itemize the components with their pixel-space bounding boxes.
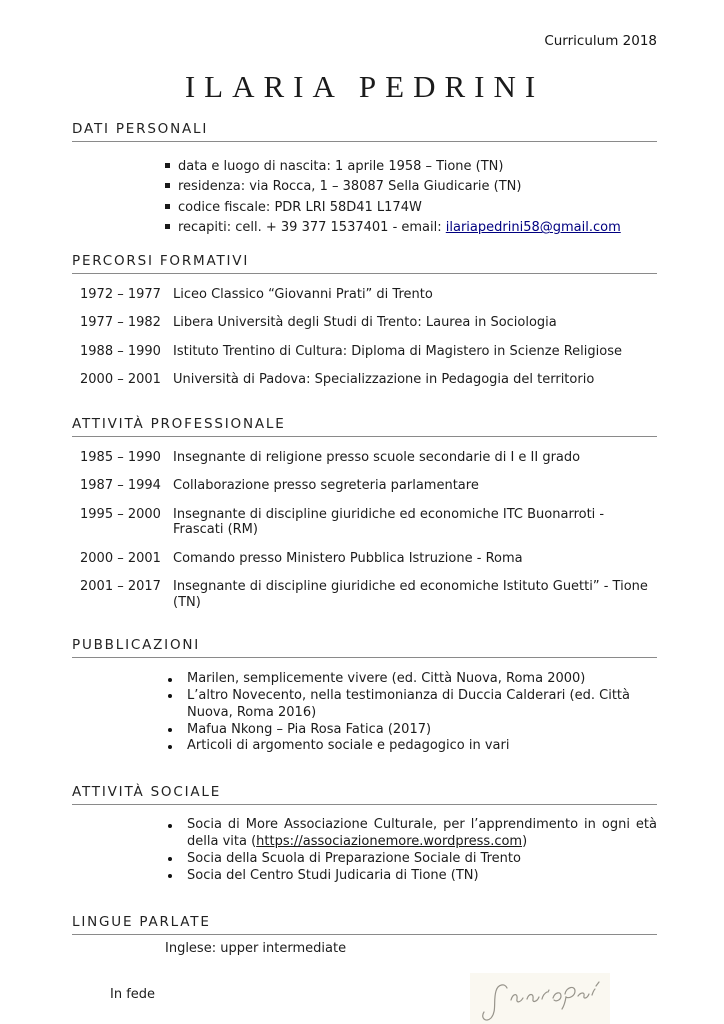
education-row: [72, 287, 657, 303]
social-membership-line1: Socia di More Associazione Culturale, per l’apprendimento in ogni età: [187, 817, 657, 833]
publication-title: Marilen, semplicemente vivere (ed. Città Nuova, Roma 2000): [187, 671, 586, 687]
footer: [72, 973, 657, 1024]
list-item: [168, 817, 657, 851]
education-rows: [72, 287, 657, 388]
square-bullet-icon: [165, 183, 170, 188]
row-description: Università di Padova: Specializzazione in Pedagogia del territorio: [173, 372, 595, 388]
dot-bullet-icon: [168, 824, 172, 828]
social-membership: Socia della Scuola di Preparazione Sociale di Trento: [187, 850, 521, 866]
social-membership: [187, 817, 657, 851]
list-item: [168, 722, 657, 739]
personal-birth: data e luogo di nascita: 1 aprile 1958 – Tione (TN): [178, 159, 504, 174]
doc-label: Curriculum 2018: [544, 33, 657, 49]
social-line2-suffix: ): [522, 833, 528, 849]
section-heading-pubblicazioni: PUBBLICAZIONI: [72, 637, 657, 658]
row-description: Insegnante di religione presso scuole secondarie di I e II grado: [173, 449, 581, 465]
education-row: [72, 315, 657, 331]
list-item: [165, 198, 657, 218]
personal-contacts: recapiti: cell. + 39 377 1537401 - email:: [178, 220, 446, 236]
social-list: [72, 817, 657, 884]
personal-address: residenza: via Rocca, 1 – 38087 Sella Giudicarie (TN): [178, 179, 522, 195]
career-row: [72, 579, 657, 610]
square-bullet-icon: [165, 224, 170, 229]
personal-list: [72, 157, 657, 239]
period: 2000 – 2001: [80, 372, 161, 388]
dot-bullet-icon: [168, 857, 172, 861]
row-description: Insegnante di discipline giuridiche ed economiche Istituto Guetti” - Tione (TN): [173, 579, 648, 610]
period: 1985 – 1990: [80, 449, 161, 465]
dot-bullet-icon: [168, 874, 172, 878]
period: 2001 – 2017: [80, 579, 161, 595]
list-item: [165, 177, 657, 197]
row-description: Libera Università degli Studi di Trento: Laurea in Sociologia: [173, 315, 557, 331]
list-item: [165, 218, 657, 238]
career-row: [72, 507, 657, 538]
period: 1988 – 1990: [80, 343, 161, 359]
social-line2-prefix: della vita (: [187, 833, 257, 849]
publication-title: Articoli di argomento sociale e pedagogico in vari: [187, 738, 510, 754]
period: 2000 – 2001: [80, 550, 161, 566]
dot-bullet-icon: [168, 694, 172, 698]
language-entry: Inglese: upper intermediate: [165, 941, 347, 957]
row-description: Collaborazione presso segreteria parlamentare: [173, 478, 479, 494]
publication-title: Mafua Nkong – Pia Rosa Fatica (2017): [187, 721, 432, 737]
social-membership-line2: [187, 834, 657, 851]
association-url-link[interactable]: https://associazionemore.wordpress.com: [256, 833, 523, 849]
career-rows: [72, 450, 657, 611]
publications-list: [72, 671, 657, 755]
social-membership: Socia del Centro Studi Judicaria di Tione (TN): [187, 867, 479, 883]
section-heading-dati-personali: DATI PERSONALI: [72, 121, 657, 142]
signature-handwriting: [470, 973, 610, 1024]
section-heading-attivita-professionale: ATTIVITÀ PROFESSIONALE: [72, 416, 657, 437]
publication-title: L’altro Novecento, nella testimonianza di Duccia Calderari (ed. Città Nuova, Roma 2016): [187, 687, 630, 720]
period: 1987 – 1994: [80, 478, 161, 494]
dot-bullet-icon: [168, 728, 172, 732]
list-item: [168, 868, 657, 885]
square-bullet-icon: [165, 204, 170, 209]
career-row: [72, 478, 657, 494]
dot-bullet-icon: [168, 745, 172, 749]
closing-formula: In fede: [110, 987, 156, 1003]
list-item: [168, 738, 657, 755]
list-item: [168, 688, 657, 722]
education-row: [72, 344, 657, 360]
education-row: [72, 372, 657, 388]
period: 1977 – 1982: [80, 315, 161, 331]
list-item: [168, 671, 657, 688]
row-description: Liceo Classico “Giovanni Prati” di Trento: [173, 286, 433, 302]
career-row: [72, 450, 657, 466]
signature-image: [470, 973, 610, 1024]
list-item: [168, 851, 657, 868]
career-row: [72, 551, 657, 567]
page-title: ILARIA PEDRINI: [184, 69, 545, 104]
section-heading-percorsi-formativi: PERCORSI FORMATIVI: [72, 253, 657, 274]
list-item: [165, 157, 657, 177]
personal-fiscal-code: codice fiscale: PDR LRI 58D41 L174W: [178, 199, 422, 215]
square-bullet-icon: [165, 163, 170, 168]
period: 1972 – 1977: [80, 286, 161, 302]
section-heading-lingue-parlate: LINGUE PARLATE: [72, 914, 657, 935]
row-description: Insegnante di discipline giuridiche ed economiche ITC Buonarroti - Frascati (RM): [173, 506, 605, 538]
email-link[interactable]: ilariapedrini58@gmail.com: [445, 220, 621, 236]
dot-bullet-icon: [168, 678, 172, 682]
section-heading-attivita-sociale: ATTIVITÀ SOCIALE: [72, 784, 657, 805]
row-description: Istituto Trentino di Cultura: Diploma di Magistero in Scienze Religiose: [173, 343, 622, 359]
row-description: Comando presso Ministero Pubblica Istruzione - Roma: [173, 550, 523, 566]
period: 1995 – 2000: [80, 506, 161, 522]
